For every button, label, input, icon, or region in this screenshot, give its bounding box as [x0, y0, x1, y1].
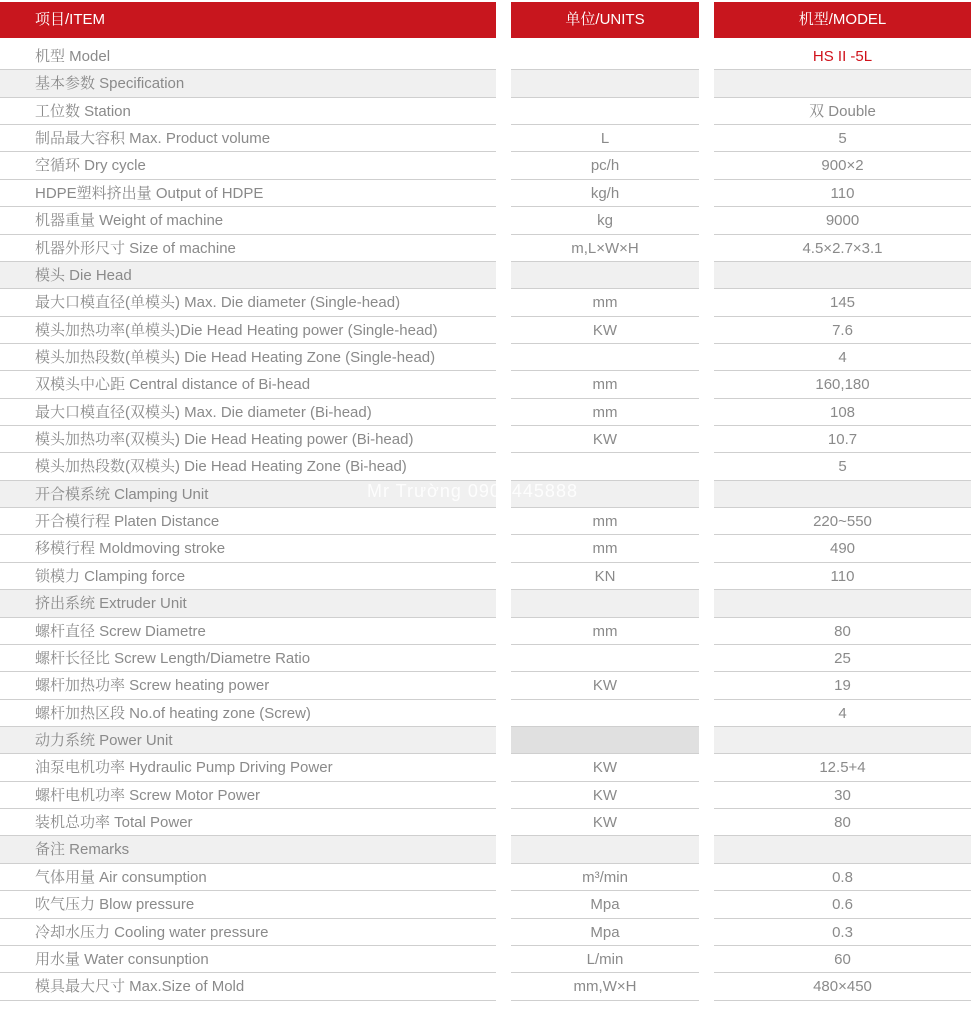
unit-cell: kg	[511, 207, 699, 234]
item-cell: 基本参数 Specification	[0, 70, 496, 97]
unit-cell	[511, 43, 699, 70]
unit-cell: KW	[511, 754, 699, 781]
table-row	[0, 207, 971, 234]
item-cell: 油泵电机功率 Hydraulic Pump Driving Power	[0, 754, 496, 781]
value-cell: 9000	[714, 207, 971, 234]
item-cell: 螺杆长径比 Screw Length/Diametre Ratio	[0, 645, 496, 672]
table-row	[0, 180, 971, 207]
value-cell: 4	[714, 700, 971, 727]
unit-cell: KW	[511, 782, 699, 809]
item-cell: 装机总功率 Total Power	[0, 809, 496, 836]
value-cell	[714, 836, 971, 863]
value-cell: 双 Double	[714, 98, 971, 125]
value-cell: 108	[714, 399, 971, 426]
item-cell: 螺杆加热功率 Screw heating power	[0, 672, 496, 699]
value-cell: 25	[714, 645, 971, 672]
unit-cell	[511, 453, 699, 480]
item-cell: 最大口模直径(双模头) Max. Die diameter (Bi-head)	[0, 399, 496, 426]
item-cell: 双模头中心距 Central distance of Bi-head	[0, 371, 496, 398]
item-cell: 机器外形尺寸 Size of machine	[0, 235, 496, 262]
item-cell: 备注 Remarks	[0, 836, 496, 863]
table-row	[0, 344, 971, 371]
header-item: 项目/ITEM	[0, 2, 496, 38]
item-cell: 模头加热段数(双模头) Die Head Heating Zone (Bi-head)	[0, 453, 496, 480]
value-cell: 19	[714, 672, 971, 699]
unit-cell: KN	[511, 563, 699, 590]
unit-cell	[511, 262, 699, 289]
value-cell: 4	[714, 344, 971, 371]
value-cell: 0.8	[714, 864, 971, 891]
item-cell: 挤出系统 Extruder Unit	[0, 590, 496, 617]
unit-cell: L	[511, 125, 699, 152]
unit-cell: KW	[511, 809, 699, 836]
item-cell: 模头加热段数(单模头) Die Head Heating Zone (Single-head)	[0, 344, 496, 371]
table-row	[0, 672, 971, 699]
value-cell: 5	[714, 125, 971, 152]
item-cell: 开合模系统 Clamping Unit	[0, 481, 496, 508]
value-cell: 220~550	[714, 508, 971, 535]
item-cell: 螺杆加热区段 No.of heating zone (Screw)	[0, 700, 496, 727]
unit-cell	[511, 70, 699, 97]
item-cell: 模头加热功率(单模头)Die Head Heating power (Single-head)	[0, 317, 496, 344]
item-cell: 模头加热功率(双模头) Die Head Heating power (Bi-head)	[0, 426, 496, 453]
unit-cell: m³/min	[511, 864, 699, 891]
table-row	[0, 535, 971, 562]
table-row	[0, 563, 971, 590]
table-row	[0, 919, 971, 946]
value-cell	[714, 481, 971, 508]
table-row	[0, 453, 971, 480]
table-row	[0, 235, 971, 262]
item-cell: 螺杆电机功率 Screw Motor Power	[0, 782, 496, 809]
unit-cell	[511, 836, 699, 863]
unit-cell: L/min	[511, 946, 699, 973]
item-cell: 工位数 Station	[0, 98, 496, 125]
table-row	[0, 43, 971, 70]
table-row	[0, 98, 971, 125]
unit-cell	[511, 98, 699, 125]
value-cell: 900×2	[714, 152, 971, 179]
item-cell: HDPE塑料挤出量 Output of HDPE	[0, 180, 496, 207]
value-cell: 60	[714, 946, 971, 973]
table-row	[0, 426, 971, 453]
unit-cell	[511, 590, 699, 617]
item-cell: 模具最大尺寸 Max.Size of Mold	[0, 973, 496, 1000]
table-row	[0, 508, 971, 535]
value-cell: 110	[714, 563, 971, 590]
value-cell: 160,180	[714, 371, 971, 398]
value-cell: 80	[714, 809, 971, 836]
value-cell	[714, 262, 971, 289]
header-units: 单位/UNITS	[511, 2, 699, 38]
table-row	[0, 809, 971, 836]
watermark: Mr Trường 0901445888	[367, 481, 578, 501]
value-cell: 30	[714, 782, 971, 809]
section-row	[0, 727, 971, 754]
table-row	[0, 973, 971, 1000]
unit-cell: KW	[511, 317, 699, 344]
item-cell: 机型 Model	[0, 43, 496, 70]
table-row	[0, 754, 971, 781]
value-cell: 7.6	[714, 317, 971, 344]
table-row	[0, 645, 971, 672]
value-cell: 110	[714, 180, 971, 207]
item-cell: 锁模力 Clamping force	[0, 563, 496, 590]
item-cell: 吹气压力 Blow pressure	[0, 891, 496, 918]
item-cell: 用水量 Water consunption	[0, 946, 496, 973]
value-cell: HS II -5L	[714, 43, 971, 70]
value-cell	[714, 590, 971, 617]
value-cell: 5	[714, 453, 971, 480]
value-cell: 490	[714, 535, 971, 562]
section-row	[0, 70, 971, 97]
unit-cell: Mpa	[511, 891, 699, 918]
table-row	[0, 152, 971, 179]
item-cell: 空循环 Dry cycle	[0, 152, 496, 179]
table-row	[0, 946, 971, 973]
table-body	[0, 43, 971, 1001]
value-cell: 10.7	[714, 426, 971, 453]
unit-cell: mm,W×H	[511, 973, 699, 1000]
table-row	[0, 289, 971, 316]
item-cell: 气体用量 Air consumption	[0, 864, 496, 891]
item-cell: 制品最大容积 Max. Product volume	[0, 125, 496, 152]
value-cell	[714, 70, 971, 97]
table-row	[0, 317, 971, 344]
table-row	[0, 371, 971, 398]
table-row	[0, 125, 971, 152]
item-cell: 开合模行程 Platen Distance	[0, 508, 496, 535]
value-cell: 80	[714, 618, 971, 645]
unit-cell: mm	[511, 508, 699, 535]
value-cell: 4.5×2.7×3.1	[714, 235, 971, 262]
item-cell: 机器重量 Weight of machine	[0, 207, 496, 234]
unit-cell: kg/h	[511, 180, 699, 207]
item-cell: 模头 Die Head	[0, 262, 496, 289]
section-row	[0, 836, 971, 863]
value-cell: 12.5+4	[714, 754, 971, 781]
value-cell	[714, 727, 971, 754]
unit-cell	[511, 645, 699, 672]
value-cell: 145	[714, 289, 971, 316]
unit-cell: KW	[511, 426, 699, 453]
table-row	[0, 700, 971, 727]
unit-cell	[511, 344, 699, 371]
item-cell: 移模行程 Moldmoving stroke	[0, 535, 496, 562]
table-row	[0, 891, 971, 918]
unit-cell: mm	[511, 535, 699, 562]
unit-cell: m,L×W×H	[511, 235, 699, 262]
item-cell: 冷却水压力 Cooling water pressure	[0, 919, 496, 946]
table-row	[0, 618, 971, 645]
unit-cell: Mpa	[511, 919, 699, 946]
unit-cell	[511, 700, 699, 727]
header-model: 机型/MODEL	[714, 2, 971, 38]
table-row	[0, 782, 971, 809]
unit-cell: KW	[511, 672, 699, 699]
item-cell: 动力系统 Power Unit	[0, 727, 496, 754]
value-cell: 0.3	[714, 919, 971, 946]
unit-cell: mm	[511, 399, 699, 426]
section-row	[0, 262, 971, 289]
unit-cell: mm	[511, 618, 699, 645]
unit-cell: mm	[511, 289, 699, 316]
unit-cell: mm	[511, 371, 699, 398]
unit-cell	[511, 727, 699, 754]
table-row	[0, 399, 971, 426]
table-row	[0, 864, 971, 891]
value-cell: 480×450	[714, 973, 971, 1000]
item-cell: 最大口模直径(单模头) Max. Die diameter (Single-head)	[0, 289, 496, 316]
item-cell: 螺杆直径 Screw Diametre	[0, 618, 496, 645]
value-cell: 0.6	[714, 891, 971, 918]
unit-cell: pc/h	[511, 152, 699, 179]
section-row	[0, 590, 971, 617]
